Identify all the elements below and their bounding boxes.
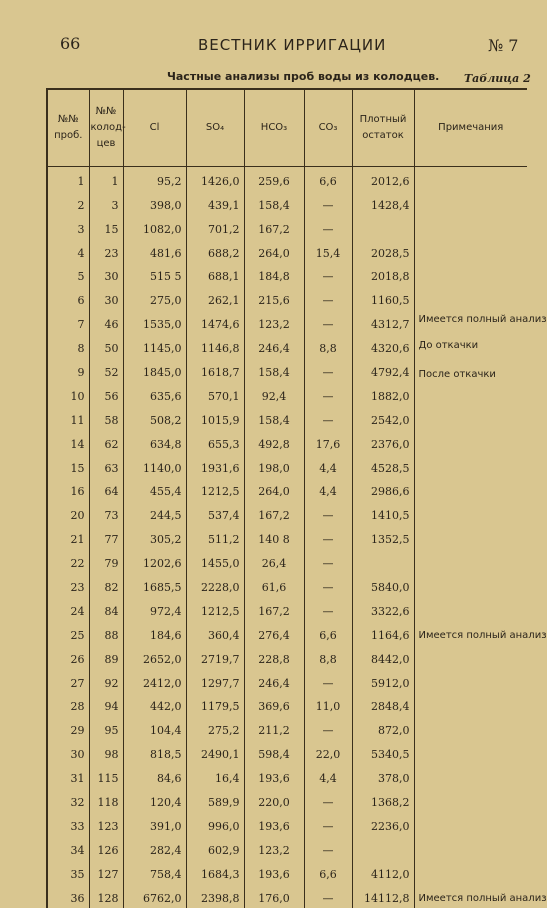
table-cell: 158,4 — [244, 358, 304, 382]
table-cell: 28 — [47, 693, 89, 717]
table-cell: 26,4 — [244, 549, 304, 573]
table-cell: 84 — [89, 597, 123, 621]
table-cell: — — [304, 525, 352, 549]
table-cell: 635,6 — [123, 382, 186, 406]
table-cell: 167,2 — [244, 501, 304, 525]
table-cell: 29 — [47, 716, 89, 740]
table-cell: 27 — [47, 669, 89, 693]
table-cell: 4,4 — [304, 478, 352, 502]
table-cell: 972,4 — [123, 597, 186, 621]
table-cell: 570,1 — [186, 382, 244, 406]
table-cell: 89 — [89, 645, 123, 669]
table-cell: 1297,7 — [186, 669, 244, 693]
page-number: 66 — [60, 34, 81, 53]
table-cell: 589,9 — [186, 788, 244, 812]
table-cell: 193,6 — [244, 860, 304, 884]
table-cell: 1 — [89, 167, 123, 191]
table-cell: 369,6 — [244, 693, 304, 717]
note-full-analysis: Имеется полный анализ — [418, 892, 547, 904]
note-full-analysis: Имеется полный анализ — [418, 313, 547, 325]
table-cell: 33 — [47, 812, 89, 836]
table-cell: 123,2 — [244, 836, 304, 860]
table-cell: 84,6 — [123, 764, 186, 788]
table-cell: 34 — [47, 836, 89, 860]
table-cell: 36 — [47, 884, 89, 908]
table-cell: 634,8 — [123, 430, 186, 454]
table-cell: 123 — [89, 812, 123, 836]
table-cell: 23 — [89, 239, 123, 263]
table-cell: 1146,8 — [186, 334, 244, 358]
table-cell: 17,6 — [304, 430, 352, 454]
table-cell: 26 — [47, 645, 89, 669]
table-cell: 52 — [89, 358, 123, 382]
table-cell: 158,4 — [244, 406, 304, 430]
table-cell: — — [304, 549, 352, 573]
note-before-pumping: До откачки — [418, 339, 479, 351]
table-cell: 220,0 — [244, 788, 304, 812]
table-cell: 264,0 — [244, 478, 304, 502]
table-cell: 1212,5 — [186, 478, 244, 502]
table-cell: 655,3 — [186, 430, 244, 454]
table-cell: 16,4 — [186, 764, 244, 788]
table-cell: 23 — [47, 573, 89, 597]
table-cell: 9 — [47, 358, 89, 382]
table-cell: — — [304, 669, 352, 693]
table-cell — [352, 549, 414, 573]
table-cell: 56 — [89, 382, 123, 406]
table-cell: 1882,0 — [352, 382, 414, 406]
table-cell: 215,6 — [244, 286, 304, 310]
table-cell: 21 — [47, 525, 89, 549]
table-cell: 73 — [89, 501, 123, 525]
table-cell: 92 — [89, 669, 123, 693]
table-cell — [352, 836, 414, 860]
table-cell: 24 — [47, 597, 89, 621]
issue-number: № 7 — [488, 36, 519, 55]
table-cell: 64 — [89, 478, 123, 502]
table-cell: 198,0 — [244, 454, 304, 478]
table-cell: 2490,1 — [186, 740, 244, 764]
table-cell: 6762,0 — [123, 884, 186, 908]
table-cell: 118 — [89, 788, 123, 812]
table-cell: 31 — [47, 764, 89, 788]
table-cell: 10 — [47, 382, 89, 406]
table-cell: 1684,3 — [186, 860, 244, 884]
table-cell: 398,0 — [123, 191, 186, 215]
analysis-table — [46, 88, 547, 908]
table-cell: 167,2 — [244, 215, 304, 239]
table-cell: 442,0 — [123, 693, 186, 717]
table-cell: 30 — [47, 740, 89, 764]
table-cell: 2412,0 — [123, 669, 186, 693]
table-cell: — — [304, 788, 352, 812]
table-cell: 439,1 — [186, 191, 244, 215]
table-cell: 1179,5 — [186, 693, 244, 717]
table-cell: 16 — [47, 478, 89, 502]
table-cell: 1845,0 — [123, 358, 186, 382]
table-cell: 6,6 — [304, 167, 352, 191]
table-cell: 82 — [89, 573, 123, 597]
table-cell: 1082,0 — [123, 215, 186, 239]
note-full-analysis: Имеется полный анализ — [418, 629, 547, 641]
table-cell: 2 — [47, 191, 89, 215]
table-cell: 20 — [47, 501, 89, 525]
table-cell: — — [304, 812, 352, 836]
table-cell: 35 — [47, 860, 89, 884]
table-cell: 14 — [47, 430, 89, 454]
table-cell: 4792,4 — [352, 358, 414, 382]
table-cell: 126 — [89, 836, 123, 860]
table-cell: 228,8 — [244, 645, 304, 669]
table-cell: 1140,0 — [123, 454, 186, 478]
table-cell: — — [304, 501, 352, 525]
table-cell: 128 — [89, 884, 123, 908]
table-cell: 15,4 — [304, 239, 352, 263]
table-cell: 1474,6 — [186, 310, 244, 334]
table-cell: 1455,0 — [186, 549, 244, 573]
table-cell: 15 — [89, 215, 123, 239]
table-cell: 1 — [47, 167, 89, 191]
table-cell: 492,8 — [244, 430, 304, 454]
table-cell: 5840,0 — [352, 573, 414, 597]
table-cell: 61,6 — [244, 573, 304, 597]
table-cell: — — [304, 358, 352, 382]
table-cell: — — [304, 286, 352, 310]
table-cell: 688,1 — [186, 263, 244, 287]
table-cell: 275,0 — [123, 286, 186, 310]
table-caption: Частные анализы проб воды из колодцев. — [167, 70, 440, 83]
table-cell: 211,2 — [244, 716, 304, 740]
table-cell: 2376,0 — [352, 430, 414, 454]
table-cell: 598,4 — [244, 740, 304, 764]
table-cell: 8442,0 — [352, 645, 414, 669]
table-cell: 4312,7 — [352, 310, 414, 334]
notes-column — [414, 167, 547, 908]
col-header-notes: Примечания — [414, 89, 527, 167]
table-cell: 167,2 — [244, 597, 304, 621]
table-cell: 2398,8 — [186, 884, 244, 908]
table-cell: 176,0 — [244, 884, 304, 908]
table-cell: 88 — [89, 621, 123, 645]
table-cell: 8,8 — [304, 645, 352, 669]
table-cell: 1426,0 — [186, 167, 244, 191]
table-cell: 15 — [47, 454, 89, 478]
table-cell: 758,4 — [123, 860, 186, 884]
table-cell: 127 — [89, 860, 123, 884]
table-cell: 123,2 — [244, 310, 304, 334]
table-cell: 63 — [89, 454, 123, 478]
col-header-hco3: HCO₃ — [244, 89, 304, 167]
table-cell: 378,0 — [352, 764, 414, 788]
note-after-pumping: После откачки — [418, 368, 496, 380]
table-cell: 2236,0 — [352, 812, 414, 836]
table-cell: 22,0 — [304, 740, 352, 764]
table-cell: 602,9 — [186, 836, 244, 860]
table-cell: — — [304, 263, 352, 287]
table-cell: 246,4 — [244, 669, 304, 693]
table-cell: 2542,0 — [352, 406, 414, 430]
table-cell: 115 — [89, 764, 123, 788]
table-cell: 244,5 — [123, 501, 186, 525]
table-cell: 360,4 — [186, 621, 244, 645]
col-header-co3: CO₃ — [304, 89, 352, 167]
table-cell: 5912,0 — [352, 669, 414, 693]
table-cell: — — [304, 191, 352, 215]
table-cell: 95 — [89, 716, 123, 740]
col-header-so4: SO₄ — [186, 89, 244, 167]
table-cell: 11,0 — [304, 693, 352, 717]
col-header-well: №№ колод- цев — [89, 89, 123, 167]
table-cell: 2986,6 — [352, 478, 414, 502]
table-cell: 1410,5 — [352, 501, 414, 525]
table-cell: 1428,4 — [352, 191, 414, 215]
table-cell: — — [304, 573, 352, 597]
table-cell: 508,2 — [123, 406, 186, 430]
table-cell: 25 — [47, 621, 89, 645]
col-header-residue: Плотный остаток — [352, 89, 414, 167]
table-cell: 193,6 — [244, 812, 304, 836]
table-cell: 95,2 — [123, 167, 186, 191]
table-cell: 2018,8 — [352, 263, 414, 287]
table-cell: 158,4 — [244, 191, 304, 215]
table-cell: — — [304, 716, 352, 740]
table-cell: 7 — [47, 310, 89, 334]
table-cell: — — [304, 836, 352, 860]
table-cell: 1618,7 — [186, 358, 244, 382]
table-cell: 1352,5 — [352, 525, 414, 549]
table-cell: 30 — [89, 263, 123, 287]
table-cell: 282,4 — [123, 836, 186, 860]
table-cell: 5340,5 — [352, 740, 414, 764]
journal-title: ВЕСТНИК ИРРИГАЦИИ — [198, 36, 387, 54]
table-cell: 276,4 — [244, 621, 304, 645]
table-cell: 1931,6 — [186, 454, 244, 478]
table-cell: 996,0 — [186, 812, 244, 836]
table-cell: 818,5 — [123, 740, 186, 764]
table-cell: 92,4 — [244, 382, 304, 406]
table-cell: 1212,5 — [186, 597, 244, 621]
table-cell: 94 — [89, 693, 123, 717]
table-cell: 5 — [47, 263, 89, 287]
col-header-sample: №№ проб. — [47, 89, 89, 167]
table-cell: 4 — [47, 239, 89, 263]
table-cell: 4112,0 — [352, 860, 414, 884]
table-cell: 515 5 — [123, 263, 186, 287]
table-label: Таблица 2 — [464, 72, 531, 85]
table-cell: 50 — [89, 334, 123, 358]
table-cell: 193,6 — [244, 764, 304, 788]
table-cell: 1685,5 — [123, 573, 186, 597]
table-cell: 4320,6 — [352, 334, 414, 358]
table-cell: 62 — [89, 430, 123, 454]
table-cell: 79 — [89, 549, 123, 573]
table-cell: 537,4 — [186, 501, 244, 525]
table-cell: 688,2 — [186, 239, 244, 263]
table-cell: 1160,5 — [352, 286, 414, 310]
table-cell: 32 — [47, 788, 89, 812]
table-cell: 264,0 — [244, 239, 304, 263]
table-cell: 2028,5 — [352, 239, 414, 263]
table-cell: 246,4 — [244, 334, 304, 358]
table-cell: 1535,0 — [123, 310, 186, 334]
table-cell: 391,0 — [123, 812, 186, 836]
table-cell: — — [304, 597, 352, 621]
table-cell: 104,4 — [123, 716, 186, 740]
table-cell: 872,0 — [352, 716, 414, 740]
table-cell — [352, 215, 414, 239]
table-cell: 259,6 — [244, 167, 304, 191]
table-cell: 30 — [89, 286, 123, 310]
table-cell: 8 — [47, 334, 89, 358]
table-cell: 701,2 — [186, 215, 244, 239]
table-cell: 6,6 — [304, 621, 352, 645]
table-cell: 4528,5 — [352, 454, 414, 478]
table-cell: 3 — [47, 215, 89, 239]
table-cell: 1202,6 — [123, 549, 186, 573]
table-cell: 77 — [89, 525, 123, 549]
table-cell: 305,2 — [123, 525, 186, 549]
table-cell: 1145,0 — [123, 334, 186, 358]
table-cell: — — [304, 310, 352, 334]
table-cell: 511,2 — [186, 525, 244, 549]
table-cell: 98 — [89, 740, 123, 764]
table-cell: — — [304, 215, 352, 239]
table-cell: — — [304, 406, 352, 430]
table-cell: 3322,6 — [352, 597, 414, 621]
table-cell: 22 — [47, 549, 89, 573]
table-cell: 275,2 — [186, 716, 244, 740]
table-cell: 455,4 — [123, 478, 186, 502]
table-cell: 2719,7 — [186, 645, 244, 669]
table-cell: 4,4 — [304, 454, 352, 478]
table-cell: — — [304, 382, 352, 406]
table-cell: 2228,0 — [186, 573, 244, 597]
table-cell: 1015,9 — [186, 406, 244, 430]
table-cell: 184,8 — [244, 263, 304, 287]
table-cell: 120,4 — [123, 788, 186, 812]
table-cell: 2012,6 — [352, 167, 414, 191]
table-cell: 11 — [47, 406, 89, 430]
table-cell: 184,6 — [123, 621, 186, 645]
table-cell: 1368,2 — [352, 788, 414, 812]
table-header-row — [47, 89, 527, 167]
table-cell: 6,6 — [304, 860, 352, 884]
table-cell: 6 — [47, 286, 89, 310]
table-body — [47, 167, 547, 908]
table-cell: 46 — [89, 310, 123, 334]
col-header-cl: Cl — [123, 89, 186, 167]
table-cell: 4,4 — [304, 764, 352, 788]
table-row — [47, 167, 527, 191]
table-cell: 140 8 — [244, 525, 304, 549]
table-cell: — — [304, 884, 352, 908]
table-cell: 481,6 — [123, 239, 186, 263]
table-cell: 1164,6 — [352, 621, 414, 645]
table-cell: 262,1 — [186, 286, 244, 310]
table-cell: 14112,8 — [352, 884, 414, 908]
table-cell: 2848,4 — [352, 693, 414, 717]
table-cell: 8,8 — [304, 334, 352, 358]
table-cell: 58 — [89, 406, 123, 430]
table-cell: 3 — [89, 191, 123, 215]
table-cell: 2652,0 — [123, 645, 186, 669]
